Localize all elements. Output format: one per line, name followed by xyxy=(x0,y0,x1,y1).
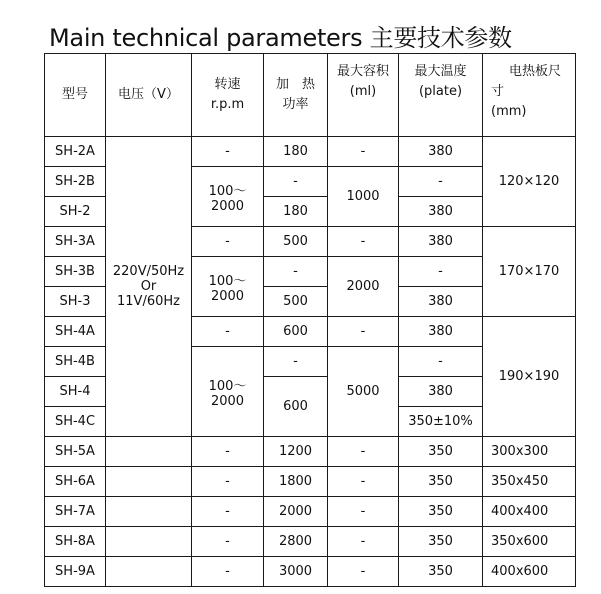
speed-range-line2: 2000 xyxy=(210,393,245,409)
header-speed-unit: r.p.m xyxy=(210,97,245,112)
model-cell: SH-6A xyxy=(45,467,106,497)
plate-cell: 400x600 xyxy=(483,557,576,587)
power-cell: 600 xyxy=(264,377,328,437)
speed-range-line1: 100～ xyxy=(208,378,247,394)
model-cell: SH-3A xyxy=(45,227,106,257)
speed-cell: - xyxy=(192,317,264,347)
capacity-cell: - xyxy=(328,497,399,527)
capacity-cell: - xyxy=(328,527,399,557)
capacity-cell: 5000 xyxy=(328,347,399,437)
power-cell: 500 xyxy=(264,287,328,317)
plate-cell: 190×190 xyxy=(483,317,576,437)
page-title: Main technical parameters 主要技术参数 xyxy=(49,24,512,52)
speed-range-line2: 2000 xyxy=(210,288,245,304)
model-cell: SH-8A xyxy=(45,527,106,557)
model-cell: SH-4 xyxy=(45,377,106,407)
header-temp-label: 最大温度 xyxy=(414,64,467,79)
temp-cell: 380 xyxy=(399,317,483,347)
model-cell: SH-2B xyxy=(45,167,106,197)
model-cell: SH-3 xyxy=(45,287,106,317)
speed-cell: - xyxy=(192,497,264,527)
plate-cell: 300x300 xyxy=(483,437,576,467)
model-cell: SH-5A xyxy=(45,437,106,467)
power-cell: 1800 xyxy=(264,467,328,497)
voltage-cell xyxy=(106,437,192,467)
header-voltage: 电压（V） xyxy=(106,54,192,137)
table-row xyxy=(45,557,576,587)
header-model: 型号 xyxy=(45,54,106,137)
plate-cell: 350x450 xyxy=(483,467,576,497)
model-cell: SH-9A xyxy=(45,557,106,587)
voltage-line1: 220V/50Hz xyxy=(112,264,185,279)
capacity-cell: - xyxy=(328,137,399,167)
header-power-label: 加 热 xyxy=(275,77,315,92)
model-cell: SH-4A xyxy=(45,317,106,347)
power-cell: - xyxy=(264,167,328,197)
temp-cell: - xyxy=(399,347,483,377)
speed-cell xyxy=(192,347,264,437)
voltage-cell xyxy=(106,137,192,437)
header-power xyxy=(264,54,328,137)
temp-cell: 350 xyxy=(399,497,483,527)
speed-cell xyxy=(192,167,264,227)
voltage-cell xyxy=(106,497,192,527)
speed-range-line1: 100～ xyxy=(208,273,247,289)
header-plate-unit: (mm) xyxy=(491,104,527,119)
power-cell: 180 xyxy=(264,197,328,227)
voltage-line2: Or xyxy=(140,279,157,294)
temp-cell: 380 xyxy=(399,137,483,167)
temp-cell: 350 xyxy=(399,527,483,557)
capacity-cell: - xyxy=(328,467,399,497)
speed-cell: - xyxy=(192,467,264,497)
header-plate-label2: 寸 xyxy=(491,84,505,99)
capacity-cell: 1000 xyxy=(328,167,399,227)
temp-cell: 350±10% xyxy=(399,407,483,437)
power-cell: 500 xyxy=(264,227,328,257)
parameters-table xyxy=(44,53,576,587)
header-speed xyxy=(192,54,264,137)
temp-cell: 380 xyxy=(399,377,483,407)
speed-cell: - xyxy=(192,557,264,587)
temp-cell: - xyxy=(399,167,483,197)
table-row xyxy=(45,497,576,527)
temp-cell: 380 xyxy=(399,287,483,317)
power-cell: 3000 xyxy=(264,557,328,587)
capacity-cell: 2000 xyxy=(328,257,399,317)
voltage-cell xyxy=(106,467,192,497)
plate-cell: 400x400 xyxy=(483,497,576,527)
header-plate-label: 电热板尺 xyxy=(509,64,562,79)
power-cell: - xyxy=(264,257,328,287)
model-cell: SH-2A xyxy=(45,137,106,167)
header-capacity-label: 最大容积 xyxy=(336,64,389,79)
table-row xyxy=(45,467,576,497)
speed-cell: - xyxy=(192,227,264,257)
speed-cell xyxy=(192,257,264,317)
header-row xyxy=(45,54,576,137)
capacity-cell: - xyxy=(328,437,399,467)
header-power-label2: 功率 xyxy=(282,97,309,112)
power-cell: - xyxy=(264,347,328,377)
header-speed-label: 转速 xyxy=(214,77,241,92)
temp-cell: 380 xyxy=(399,227,483,257)
speed-cell: - xyxy=(192,137,264,167)
header-capacity xyxy=(328,54,399,137)
plate-cell: 120×120 xyxy=(483,137,576,227)
power-cell: 600 xyxy=(264,317,328,347)
table-row xyxy=(45,437,576,467)
temp-cell: - xyxy=(399,257,483,287)
power-cell: 2000 xyxy=(264,497,328,527)
plate-cell: 350x600 xyxy=(483,527,576,557)
speed-range-line1: 100～ xyxy=(208,183,247,199)
power-cell: 1200 xyxy=(264,437,328,467)
temp-cell: 350 xyxy=(399,557,483,587)
table-row xyxy=(45,137,576,167)
voltage-line3: 11V/60Hz xyxy=(117,294,180,309)
voltage-cell xyxy=(106,557,192,587)
temp-cell: 350 xyxy=(399,467,483,497)
power-cell: 2800 xyxy=(264,527,328,557)
header-capacity-unit: (ml) xyxy=(349,84,377,99)
power-cell: 180 xyxy=(264,137,328,167)
temp-cell: 350 xyxy=(399,437,483,467)
speed-range-line2: 2000 xyxy=(210,198,245,214)
speed-cell: - xyxy=(192,527,264,557)
model-cell: SH-4C xyxy=(45,407,106,437)
header-temp xyxy=(399,54,483,137)
model-cell: SH-3B xyxy=(45,257,106,287)
temp-cell: 380 xyxy=(399,197,483,227)
header-plate xyxy=(483,54,576,137)
speed-cell: - xyxy=(192,437,264,467)
voltage-cell xyxy=(106,527,192,557)
model-cell: SH-7A xyxy=(45,497,106,527)
capacity-cell: - xyxy=(328,557,399,587)
capacity-cell: - xyxy=(328,227,399,257)
capacity-cell: - xyxy=(328,317,399,347)
table-row xyxy=(45,527,576,557)
model-cell: SH-4B xyxy=(45,347,106,377)
model-cell: SH-2 xyxy=(45,197,106,227)
header-temp-unit: (plate) xyxy=(418,84,463,99)
plate-cell: 170×170 xyxy=(483,227,576,317)
